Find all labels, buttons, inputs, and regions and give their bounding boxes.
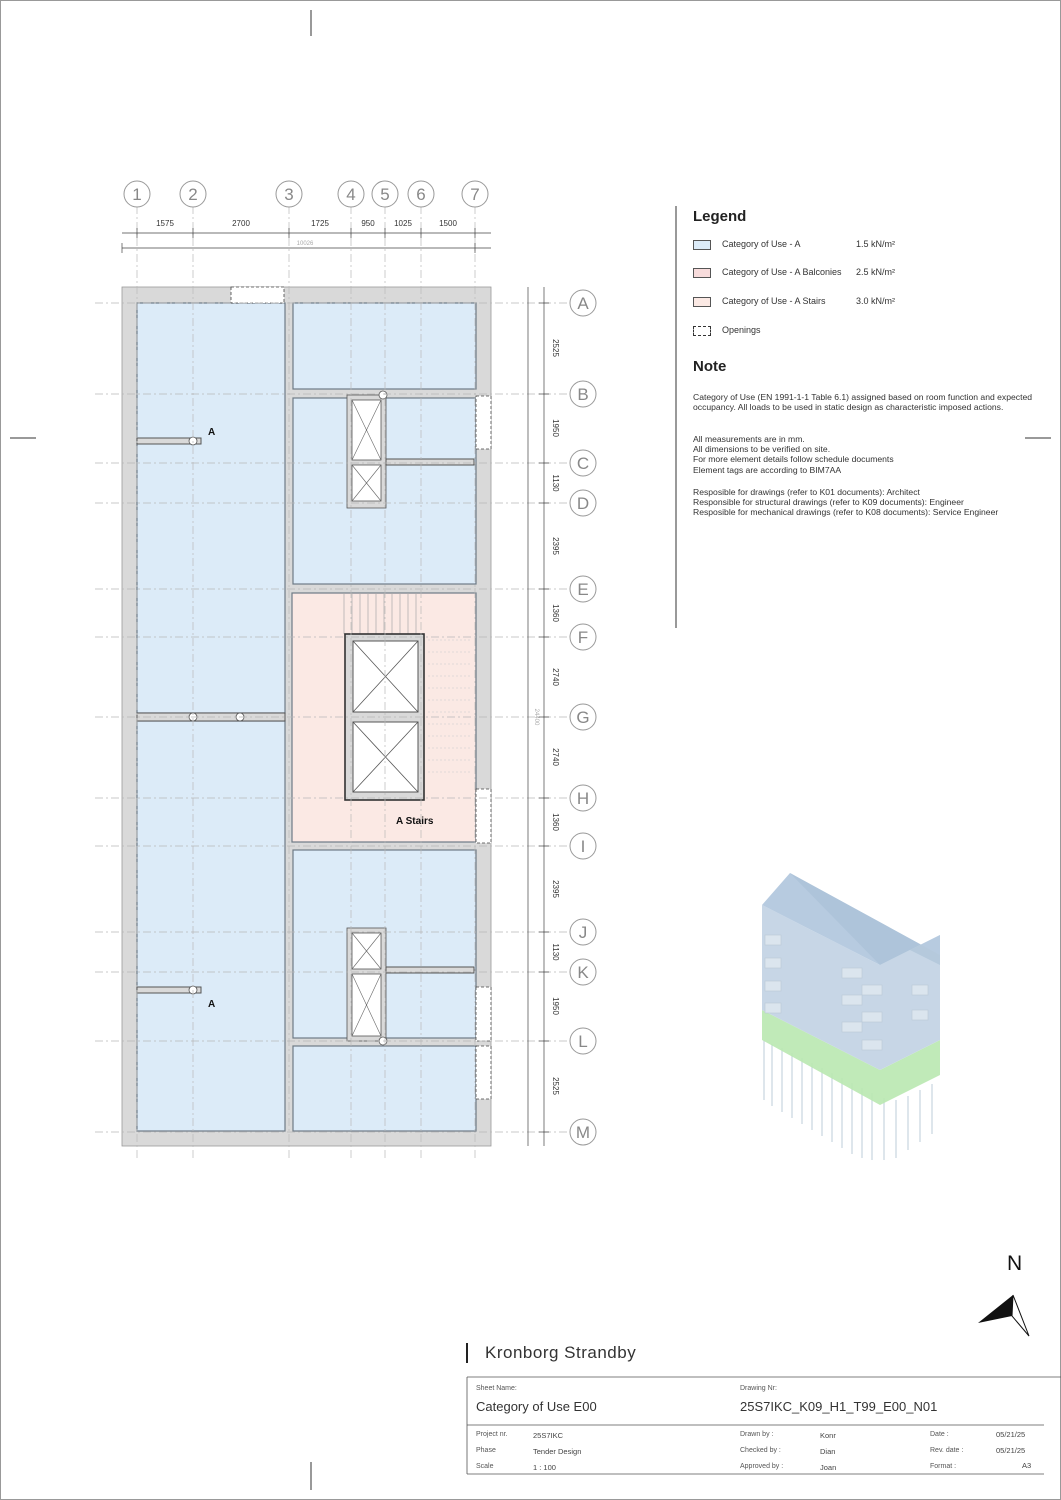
room-east-a	[293, 303, 476, 389]
project-nr-label: Project nr.	[476, 1431, 508, 1438]
legend-item-openings	[693, 325, 933, 339]
grid-label-a: A	[577, 294, 589, 313]
dim-right-12: 2525	[551, 1077, 560, 1095]
dim-top-2: 2700	[232, 219, 250, 228]
note-line: Resposible for drawings (refer to K01 documents): Architect	[693, 487, 920, 497]
dim-right-6: 2740	[551, 668, 560, 686]
note-line: Resposible for mechanical drawings (refer to K08 documents): Service Engineer	[693, 507, 999, 518]
elevator-shaft-upper	[353, 641, 418, 712]
grid-label-v6: 6	[416, 185, 426, 204]
legend-label-openings: Openings	[722, 325, 761, 335]
checked-by: Dian	[820, 1447, 836, 1456]
room-tag-a-lower: A	[208, 999, 216, 1010]
legend-label-use-a: Category of Use - A	[722, 239, 801, 249]
format-label: Format :	[930, 1463, 957, 1470]
grid-label-i: I	[580, 837, 586, 856]
scale-label: Scale	[476, 1463, 494, 1470]
legend-swatch-balconies	[693, 268, 711, 278]
rev-date: 05/21/25	[996, 1446, 1026, 1455]
date: 05/21/25	[996, 1430, 1026, 1439]
grid-label-v5: 5	[380, 185, 390, 204]
drawing-nr-label: Drawing Nr:	[740, 1385, 777, 1392]
drawn-by: Konr	[820, 1431, 836, 1440]
room-west-upper	[137, 303, 285, 713]
project-nr: 25S7IKC	[533, 1431, 564, 1440]
grid-label-b: B	[577, 385, 589, 404]
dim-top-4: 950	[361, 219, 375, 228]
dim-top-6: 1500	[439, 219, 457, 228]
legend-swatch-use-a	[693, 240, 711, 250]
legend-item-use-a	[693, 239, 933, 253]
sheet-name: Category of Use E00	[476, 1399, 597, 1414]
approved-by: Joan	[820, 1463, 837, 1472]
note-paragraph-1: Category of Use (EN 1991-1-1 Table 6.1) assigned based on room function and expected occupancy. All loads to be used in static design as characteristic imposed actions.	[693, 392, 1033, 413]
date-label: Date :	[930, 1431, 949, 1438]
legend-title: Legend	[693, 208, 747, 225]
dim-right-10: 1130	[551, 943, 560, 961]
grid-label-j: J	[578, 923, 588, 942]
building-3d-view	[762, 873, 940, 1160]
legend-item-stairs	[693, 296, 933, 310]
grid-label-d: D	[576, 494, 590, 513]
grid-label-v1: 1	[132, 185, 142, 204]
project-title: Kronborg Strandby	[485, 1343, 637, 1362]
room-tag-a-upper: A	[208, 427, 216, 438]
note-line: All measurements are in mm.	[693, 434, 805, 444]
format: A3	[1022, 1461, 1032, 1470]
grid-label-l: L	[578, 1032, 588, 1051]
note-line: Responsible for structural drawings (refer to K09 documents): Engineer	[693, 497, 964, 508]
dim-top-5: 1025	[394, 219, 412, 228]
grid-label-v2: 2	[188, 185, 198, 204]
room-tag-stairs: A Stairs	[396, 816, 434, 827]
grid-label-v4: 4	[346, 185, 356, 204]
dim-right-3: 1130	[551, 474, 560, 492]
drawn-by-label: Drawn by :	[740, 1431, 774, 1438]
dim-right-11: 1950	[551, 997, 560, 1015]
dim-top-total: 10026	[296, 241, 314, 247]
elevator-shaft-lower	[353, 722, 418, 792]
note-line: Element tags are according to BIM7AA	[693, 464, 842, 475]
dim-right-8: 1360	[551, 813, 560, 831]
phase: Tender Design	[533, 1447, 582, 1456]
dim-right-2: 1950	[551, 419, 560, 437]
dim-right-total: 24400	[533, 708, 539, 726]
north-label: N	[1007, 1252, 1023, 1275]
grid-label-g: G	[576, 708, 590, 727]
legend-label-balconies: Category of Use - A Balconies	[722, 267, 842, 277]
dim-right-1: 2525	[551, 339, 560, 357]
checked-by-label: Checked by :	[740, 1447, 781, 1454]
sheet-name-label: Sheet Name:	[476, 1385, 517, 1392]
note-paragraph-2	[693, 434, 1038, 475]
grid-label-h: H	[576, 789, 590, 808]
scale: 1 : 100	[533, 1463, 556, 1472]
grid-label-c: C	[576, 454, 590, 473]
note-title: Note	[693, 358, 727, 375]
drawing-nr: 25S7IKC_K09_H1_T99_E00_N01	[740, 1399, 938, 1414]
dim-top-3: 1725	[311, 219, 329, 228]
legend-item-balconies	[693, 267, 933, 281]
dim-top-1: 1575	[156, 219, 174, 228]
note-paragraph-3	[693, 487, 1053, 518]
legend-swatch-stairs	[693, 297, 711, 307]
grid-label-k: K	[577, 963, 589, 982]
dim-right-7: 2740	[551, 748, 560, 766]
dim-right-5: 1360	[551, 604, 560, 622]
room-west-lower	[137, 721, 285, 1131]
service-shaft-upper	[347, 395, 386, 508]
room-east-d	[293, 1046, 476, 1131]
service-shaft-lower	[347, 928, 386, 1041]
legend-label-stairs: Category of Use - A Stairs	[722, 296, 826, 306]
legend-value-balconies: 2.5 kN/m²	[856, 267, 896, 277]
rev-date-label: Rev. date :	[930, 1447, 964, 1454]
grid-label-f: F	[577, 628, 589, 647]
north-arrow-icon	[978, 1295, 1029, 1336]
note-line: For more element details follow schedule documents	[693, 454, 894, 465]
phase-label: Phase	[476, 1447, 496, 1454]
openings-icon	[693, 326, 711, 336]
dim-right-9: 2395	[551, 880, 560, 898]
dim-right-4: 2395	[551, 537, 560, 555]
grid-label-v3: 3	[284, 185, 294, 204]
note-line: All dimensions to be verified on site.	[693, 444, 831, 455]
grid-label-m: M	[575, 1123, 591, 1142]
approved-by-label: Approved by :	[740, 1463, 784, 1470]
grid-label-v7: 7	[470, 185, 480, 204]
legend-value-stairs: 3.0 kN/m²	[856, 296, 896, 306]
grid-label-e: E	[577, 580, 589, 599]
legend-value-use-a: 1.5 kN/m²	[856, 239, 896, 249]
